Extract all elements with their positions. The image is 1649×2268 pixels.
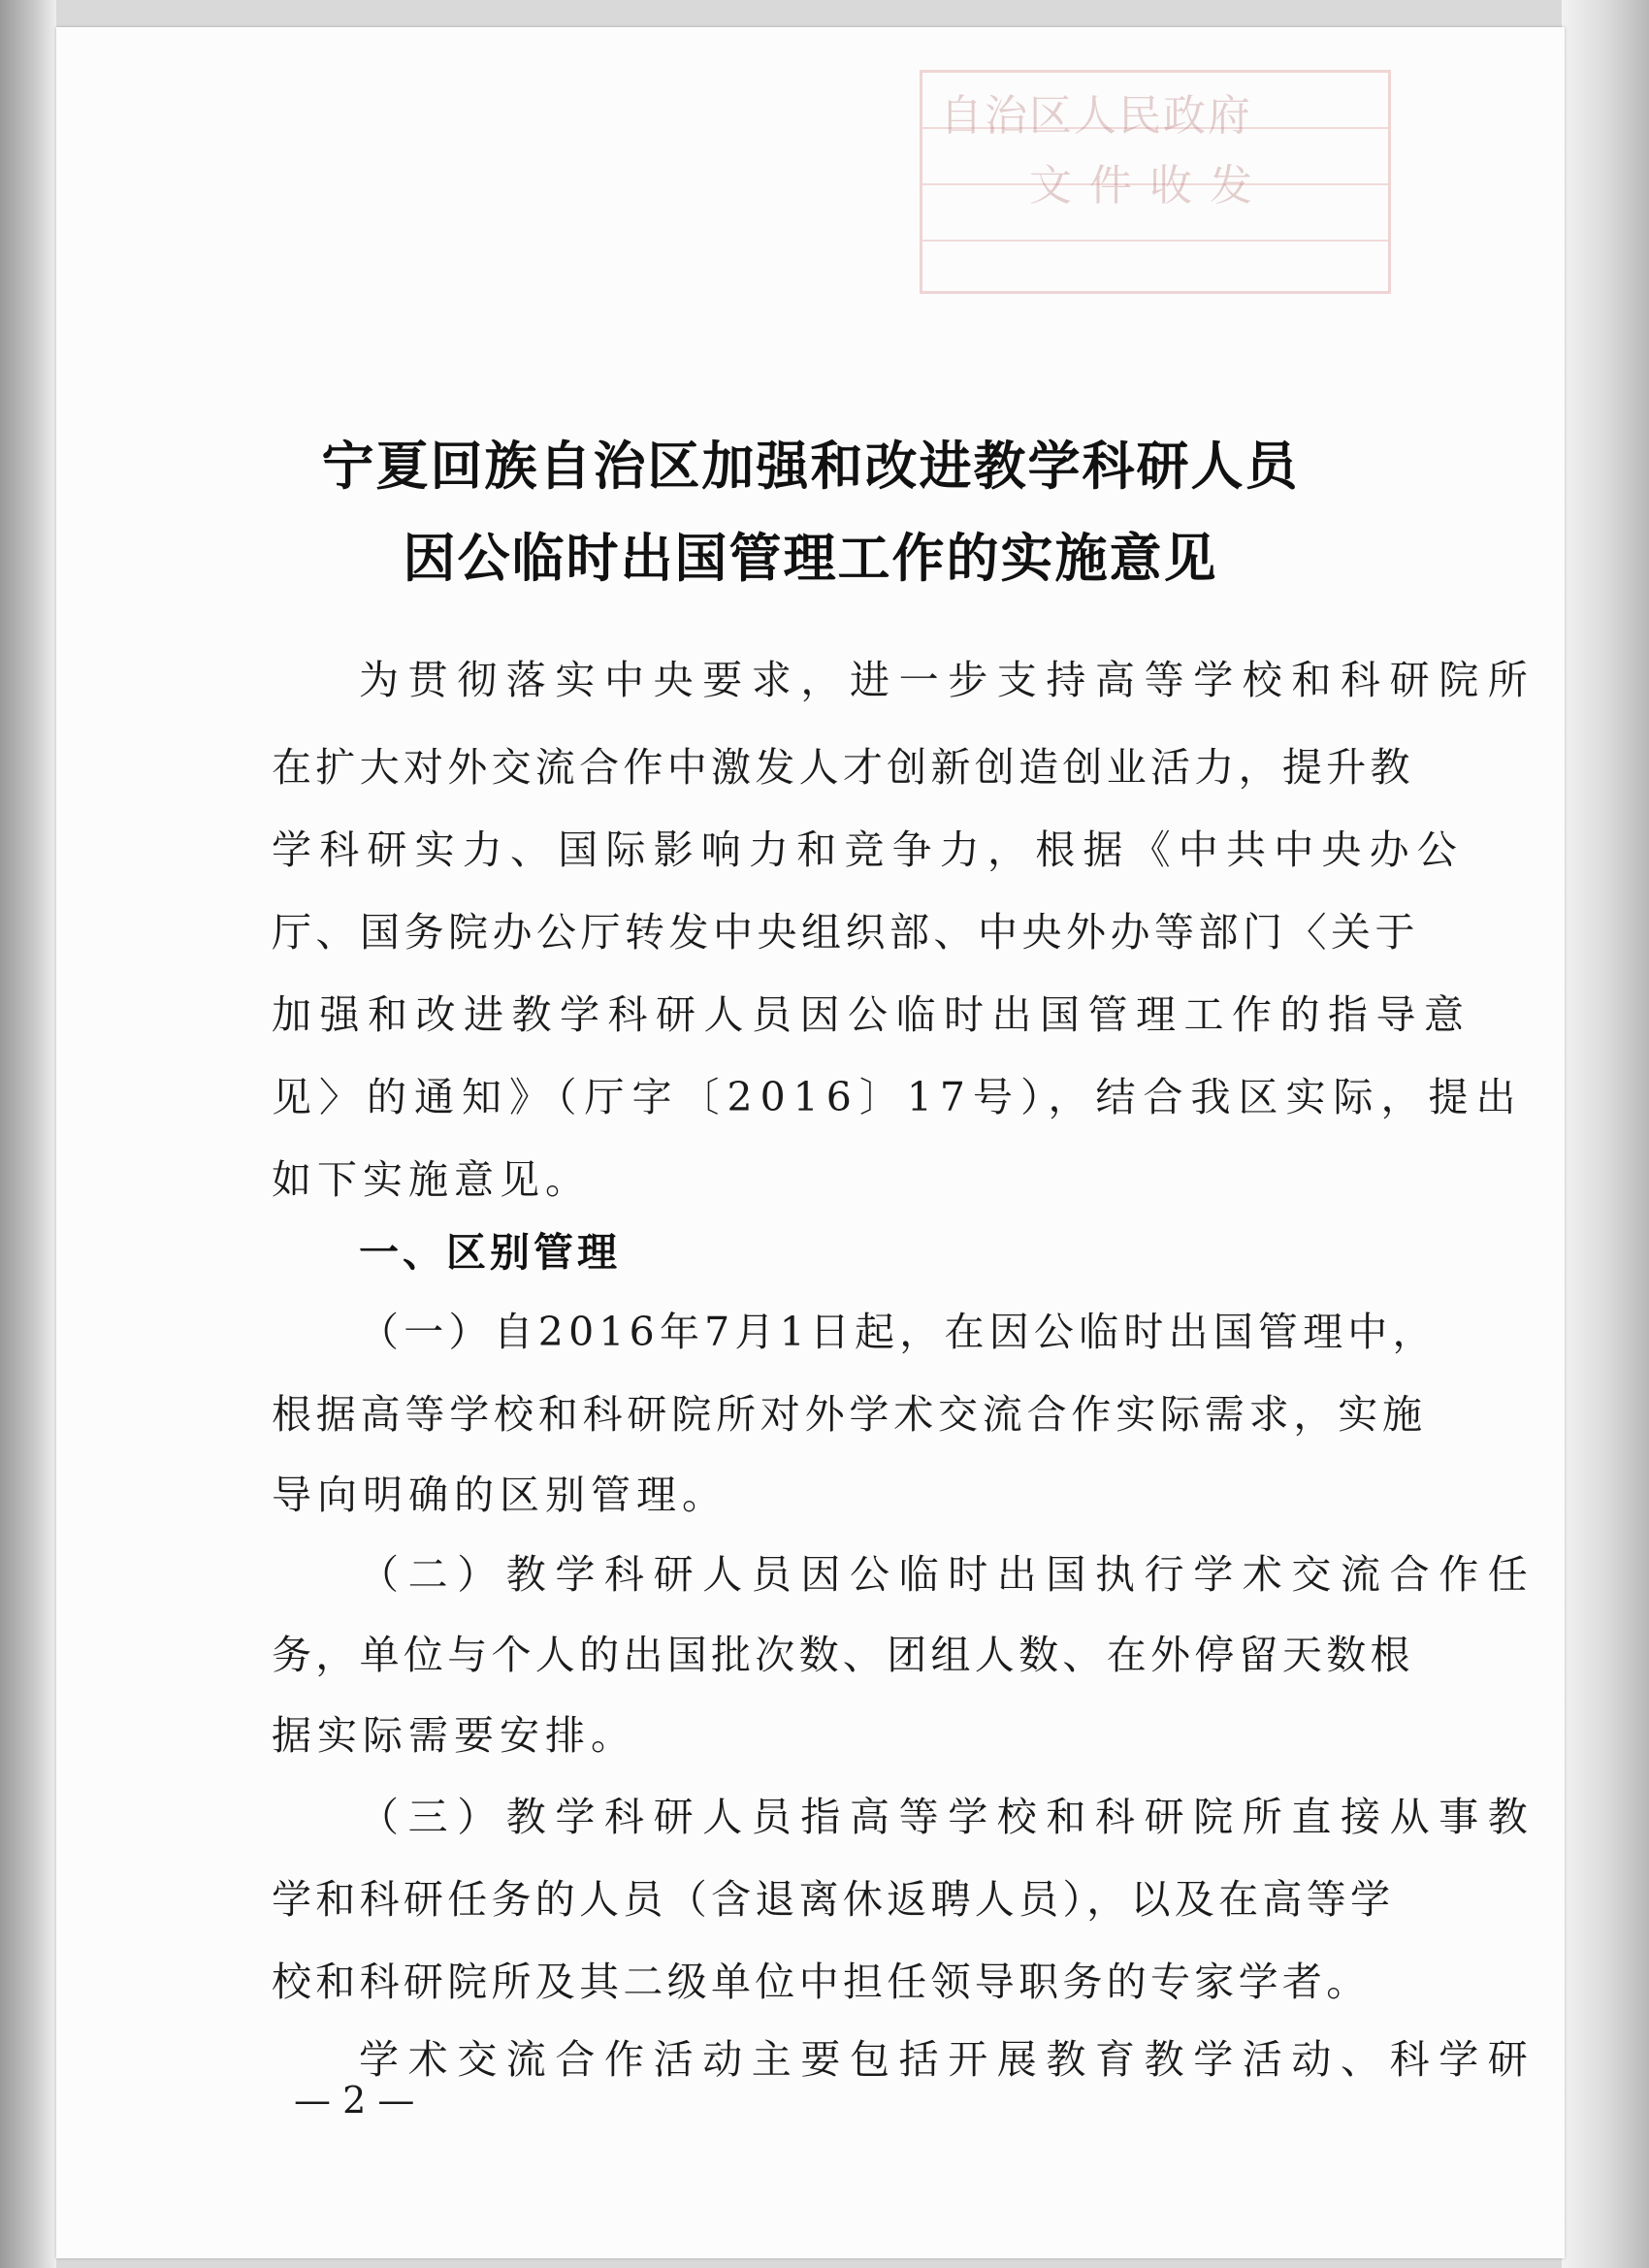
stamp-text: 自治区人民政府: [940, 91, 1252, 141]
paragraph-line: 学术交流合作活动主要包括开展教育教学活动、科学研: [359, 2036, 1537, 2083]
paragraph-line: 据实际需要安排。: [272, 1712, 636, 1759]
paragraph-line: （二）教学科研人员因公临时出国执行学术交流合作任: [359, 1551, 1537, 1598]
paragraph-line: 根据高等学校和科研院所对外学术交流合作实际需求，实施: [272, 1391, 1427, 1438]
paragraph-line: 导向明确的区别管理。: [272, 1472, 728, 1518]
document-page: [56, 27, 1565, 2258]
intro-line: 学科研实力、国际影响力和竞争力，根据《中共中央办公: [272, 826, 1465, 873]
paragraph-line: 务，单位与个人的出国批次数、团组人数、在外停留天数根: [272, 1632, 1414, 1678]
document-title-line-2: 因公临时出国管理工作的实施意见: [403, 528, 1218, 589]
intro-line: 见〉的通知》（厅字〔2016〕17号），结合我区实际，提出: [272, 1074, 1524, 1120]
paragraph-line: （三）教学科研人员指高等学校和科研院所直接从事教: [359, 1794, 1537, 1840]
intro-line: 厅、国务院办公厅转发中央组织部、中央外办等部门〈关于: [272, 909, 1419, 956]
paragraph-line: 学和科研任务的人员（含退离休返聘人员），以及在高等学: [272, 1876, 1395, 1923]
received-stamp: [920, 70, 1391, 294]
paragraph-line: 校和科研院所及其二级单位中担任领导职务的专家学者。: [272, 1959, 1371, 2005]
intro-line: 如下实施意见。: [272, 1156, 591, 1203]
paragraph-line: （一）自2016年7月1日起，在因公临时出国管理中，: [359, 1309, 1438, 1355]
section-heading: 一、区别管理: [359, 1229, 621, 1276]
page-number: — 2 —: [294, 2079, 415, 2122]
scan-edge-left: [0, 0, 56, 2268]
scan-edge-right: [1562, 0, 1649, 2268]
intro-line: 为贯彻落实中央要求，进一步支持高等学校和科研院所: [359, 657, 1537, 703]
intro-line: 加强和改进教学科研人员因公临时出国管理工作的指导意: [272, 991, 1472, 1038]
document-title-line-1: 宁夏回族自治区加强和改进教学科研人员: [321, 436, 1300, 497]
intro-line: 在扩大对外交流合作中激发人才创新创造创业活力，提升教: [272, 744, 1414, 791]
stamp-text: 文 件 收 发: [1029, 161, 1254, 211]
